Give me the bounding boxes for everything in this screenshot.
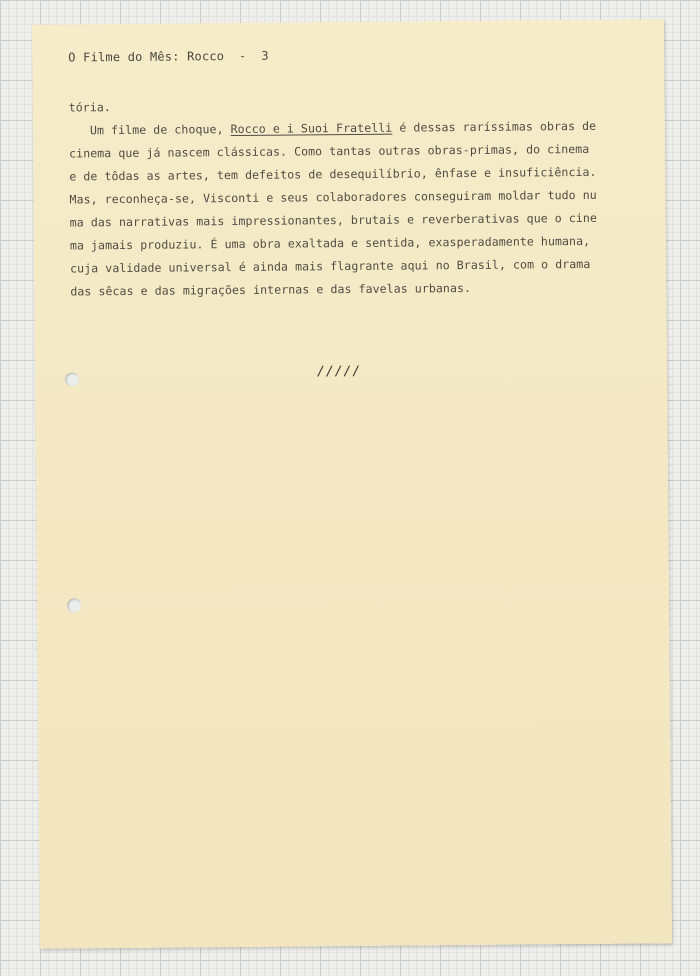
text-line: Mas, reconheça-se, Visconti e seus colaboradores conseguiram moldar tudo nu — [69, 187, 597, 207]
text-line: ma jamais produziu. É uma obra exaltada e sentida, exasperadamente humana, — [69, 233, 591, 253]
text-segment: Um filme de choque, — [68, 122, 231, 138]
punch-hole — [67, 598, 81, 612]
text-line: ma das narrativas mais impressionantes, brutais e reverberativas que o cine — [69, 210, 598, 230]
page-header: O Filme do Mês: Rocco - 3 — [68, 48, 269, 65]
text-line: das sêcas e das migrações internas e das favelas urbanas. — [70, 280, 472, 299]
text-line: e de tôdas as artes, tem defeitos de desequilíbrio, ênfase e insuficiência. — [69, 164, 597, 184]
film-title: Rocco e i Suoi Fratelli — [230, 120, 393, 137]
text-line: tória. — [68, 100, 111, 115]
punch-hole — [65, 372, 79, 386]
document-page — [32, 19, 672, 948]
body-text — [69, 91, 643, 303]
text-line: cinema que já nascem clássicas. Como tantas outras obras-primas, do cinema — [69, 141, 590, 161]
text-segment: é dessas raríssimas obras de — [392, 118, 597, 135]
text-line: cuja validade universal é ainda mais flagrante aqui no Brasil, com o drama — [70, 256, 591, 276]
closing-mark: ///// — [316, 363, 362, 380]
